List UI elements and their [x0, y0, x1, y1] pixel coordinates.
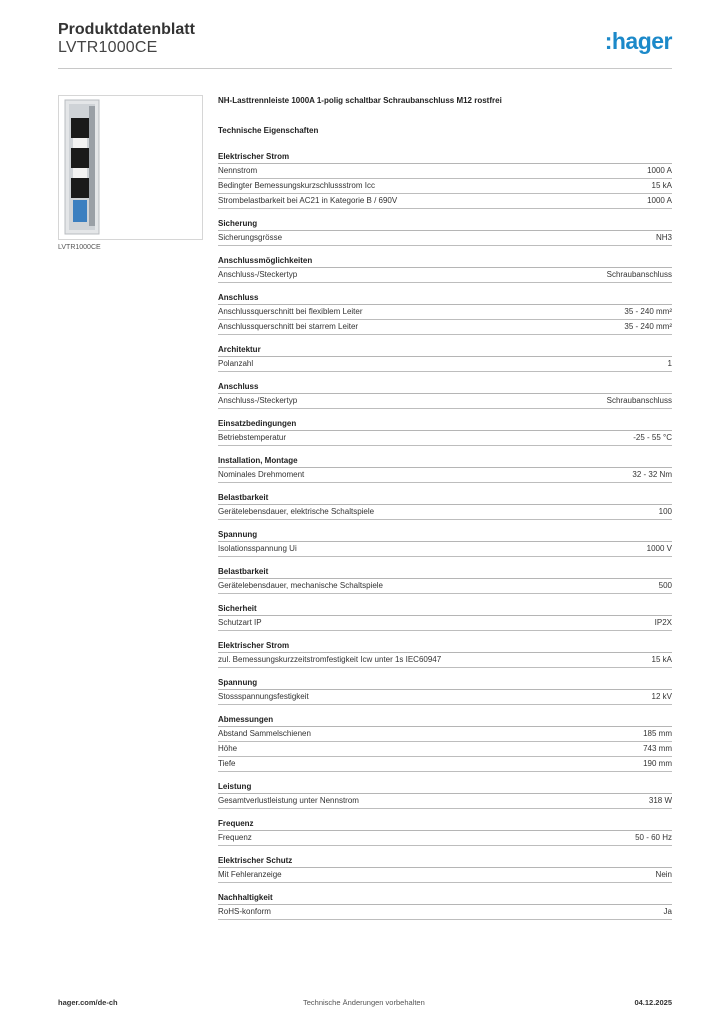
spec-label: Nennstrom: [218, 166, 258, 175]
footer-website[interactable]: hager.com/de-ch: [58, 998, 118, 1007]
group-spacer: [218, 668, 672, 677]
spec-group: [218, 781, 672, 809]
spec-label: Abstand Sammelschienen: [218, 729, 311, 738]
spec-label: Polanzahl: [218, 359, 254, 368]
spec-label: Nominales Drehmoment: [218, 470, 305, 479]
spec-value: 35 - 240 mm²: [624, 307, 672, 316]
hager-logo: :hager: [604, 28, 672, 54]
spec-group-title: Elektrischer Strom: [218, 640, 672, 653]
spec-group-title: Anschluss: [218, 381, 672, 394]
spec-row: [218, 868, 672, 883]
spec-group: [218, 640, 672, 668]
spec-value: 12 kV: [651, 692, 672, 701]
spec-group: [218, 492, 672, 520]
spec-group: [218, 418, 672, 446]
spec-row: [218, 468, 672, 483]
group-spacer: [218, 772, 672, 781]
spec-group: [218, 344, 672, 372]
spec-row: [218, 794, 672, 809]
spec-group-title: Architektur: [218, 344, 672, 357]
spec-group-title: Elektrischer Schutz: [218, 855, 672, 868]
group-spacer: [218, 372, 672, 381]
spec-group: [218, 292, 672, 335]
spec-value: Schraubanschluss: [606, 396, 672, 405]
spec-label: Anschluss-/Steckertyp: [218, 270, 298, 279]
spec-row: [218, 357, 672, 372]
spec-group: [218, 603, 672, 631]
spec-group-title: Sicherung: [218, 218, 672, 231]
spec-row: [218, 305, 672, 320]
footer-date: 04.12.2025: [634, 998, 672, 1007]
spec-row: [218, 431, 672, 446]
spec-label: Mit Fehleranzeige: [218, 870, 282, 879]
spec-row: [218, 579, 672, 594]
spec-value: 100: [658, 507, 672, 516]
spec-label: Gesamtverlustleistung unter Nennstrom: [218, 796, 359, 805]
spec-group-title: Leistung: [218, 781, 672, 794]
footer-note: Technische Änderungen vorbehalten: [303, 998, 425, 1007]
spec-value: 1000 A: [647, 196, 672, 205]
product-image: [58, 95, 203, 240]
group-spacer: [218, 557, 672, 566]
spec-group: [218, 892, 672, 920]
spec-label: Anschluss-/Steckertyp: [218, 396, 298, 405]
image-caption: LVTR1000CE: [58, 244, 101, 251]
spec-row: [218, 268, 672, 283]
spec-value: 32 - 32 Nm: [632, 470, 672, 479]
spec-value: 190 mm: [643, 759, 672, 768]
document-subtitle: LVTR1000CE: [58, 39, 158, 56]
spec-row: [218, 742, 672, 757]
spec-row: [218, 616, 672, 631]
spec-group-title: Belastbarkeit: [218, 566, 672, 579]
spec-value: -25 - 55 °C: [633, 433, 672, 442]
spec-row: [218, 505, 672, 520]
spec-group: [218, 677, 672, 705]
spec-group: [218, 855, 672, 883]
spec-group: [218, 255, 672, 283]
spec-value: 1: [667, 359, 672, 368]
spec-row: [218, 905, 672, 920]
spec-group-title: Anschluss: [218, 292, 672, 305]
spec-label: Anschlussquerschnitt bei starrem Leiter: [218, 322, 359, 331]
spec-value: Nein: [655, 870, 672, 879]
group-spacer: [218, 883, 672, 892]
spec-group: [218, 529, 672, 557]
spec-label: Höhe: [218, 744, 238, 753]
spec-label: Tiefe: [218, 759, 236, 768]
group-spacer: [218, 335, 672, 344]
spec-group: [218, 818, 672, 846]
spec-group: [218, 151, 672, 209]
spec-label: RoHS-konform: [218, 907, 271, 916]
spec-value: Ja: [663, 907, 672, 916]
group-spacer: [218, 409, 672, 418]
spec-label: Stossspannungsfestigkeit: [218, 692, 309, 701]
spec-label: Betriebstemperatur: [218, 433, 287, 442]
spec-row: [218, 727, 672, 742]
spec-value: IP2X: [654, 618, 672, 627]
spec-value: 185 mm: [643, 729, 672, 738]
spec-row: [218, 231, 672, 246]
group-spacer: [218, 705, 672, 714]
spec-value: 500: [658, 581, 672, 590]
spec-value: Schraubanschluss: [606, 270, 672, 279]
fuse-switch-illustration: [59, 96, 202, 239]
spec-label: Frequenz: [218, 833, 252, 842]
spec-group-title: Belastbarkeit: [218, 492, 672, 505]
spec-label: Bedingter Bemessungskurzschlussstrom Icc: [218, 181, 375, 190]
spec-group: [218, 566, 672, 594]
spec-group: [218, 218, 672, 246]
spec-value: 1000 V: [646, 544, 672, 553]
spec-row: [218, 394, 672, 409]
group-spacer: [218, 594, 672, 603]
spec-row: [218, 164, 672, 179]
spec-label: Isolationsspannung Ui: [218, 544, 297, 553]
spec-value: 15 kA: [651, 655, 672, 664]
product-description: NH-Lasttrennleiste 1000A 1-polig schaltbar Schraubanschluss M12 rostfrei: [218, 96, 502, 105]
group-spacer: [218, 520, 672, 529]
spec-value: NH3: [655, 233, 672, 242]
spec-group: [218, 381, 672, 409]
spec-row: [218, 757, 672, 772]
spec-group-title: Anschlussmöglichkeiten: [218, 255, 672, 268]
spec-label: Sicherungsgrösse: [218, 233, 283, 242]
section-title: Technische Eigenschaften: [218, 126, 319, 135]
spec-group-title: Nachhaltigkeit: [218, 892, 672, 905]
spec-section: [218, 96, 672, 920]
spec-value: 743 mm: [643, 744, 672, 753]
spec-value: 15 kA: [651, 181, 672, 190]
spec-group-title: Elektrischer Strom: [218, 151, 672, 164]
spec-group-title: Spannung: [218, 529, 672, 542]
header-divider: [58, 68, 672, 69]
spec-label: Schutzart IP: [218, 618, 262, 627]
spec-row: [218, 542, 672, 557]
group-spacer: [218, 809, 672, 818]
spec-row: [218, 690, 672, 705]
spec-groups: [218, 151, 672, 920]
spec-group-title: Frequenz: [218, 818, 672, 831]
document-title: Produktdatenblatt: [58, 21, 195, 38]
spec-group: [218, 714, 672, 772]
spec-group-title: Einsatzbedingungen: [218, 418, 672, 431]
spec-label: Gerätelebensdauer, mechanische Schaltspiele: [218, 581, 383, 590]
group-spacer: [218, 209, 672, 218]
spec-value: 318 W: [648, 796, 672, 805]
group-spacer: [218, 846, 672, 855]
spec-row: [218, 831, 672, 846]
spec-label: Strombelastbarkeit bei AC21 in Kategorie B / 690V: [218, 196, 398, 205]
spec-value: 1000 A: [647, 166, 672, 175]
spec-group-title: Abmessungen: [218, 714, 672, 727]
spec-group-title: Installation, Montage: [218, 455, 672, 468]
group-spacer: [218, 446, 672, 455]
spec-label: Gerätelebensdauer, elektrische Schaltspiele: [218, 507, 375, 516]
spec-label: zul. Bemessungskurzzeitstromfestigkeit Icw unter 1s IEC60947: [218, 655, 442, 664]
spec-row: [218, 320, 672, 335]
group-spacer: [218, 246, 672, 255]
spec-group-title: Sicherheit: [218, 603, 672, 616]
spec-row: [218, 179, 672, 194]
group-spacer: [218, 631, 672, 640]
spec-value: 35 - 240 mm²: [624, 322, 672, 331]
group-spacer: [218, 483, 672, 492]
spec-row: [218, 194, 672, 209]
spec-row: [218, 653, 672, 668]
group-spacer: [218, 283, 672, 292]
spec-group: [218, 455, 672, 483]
spec-group-title: Spannung: [218, 677, 672, 690]
spec-label: Anschlussquerschnitt bei flexiblem Leiter: [218, 307, 363, 316]
spec-value: 50 - 60 Hz: [635, 833, 672, 842]
